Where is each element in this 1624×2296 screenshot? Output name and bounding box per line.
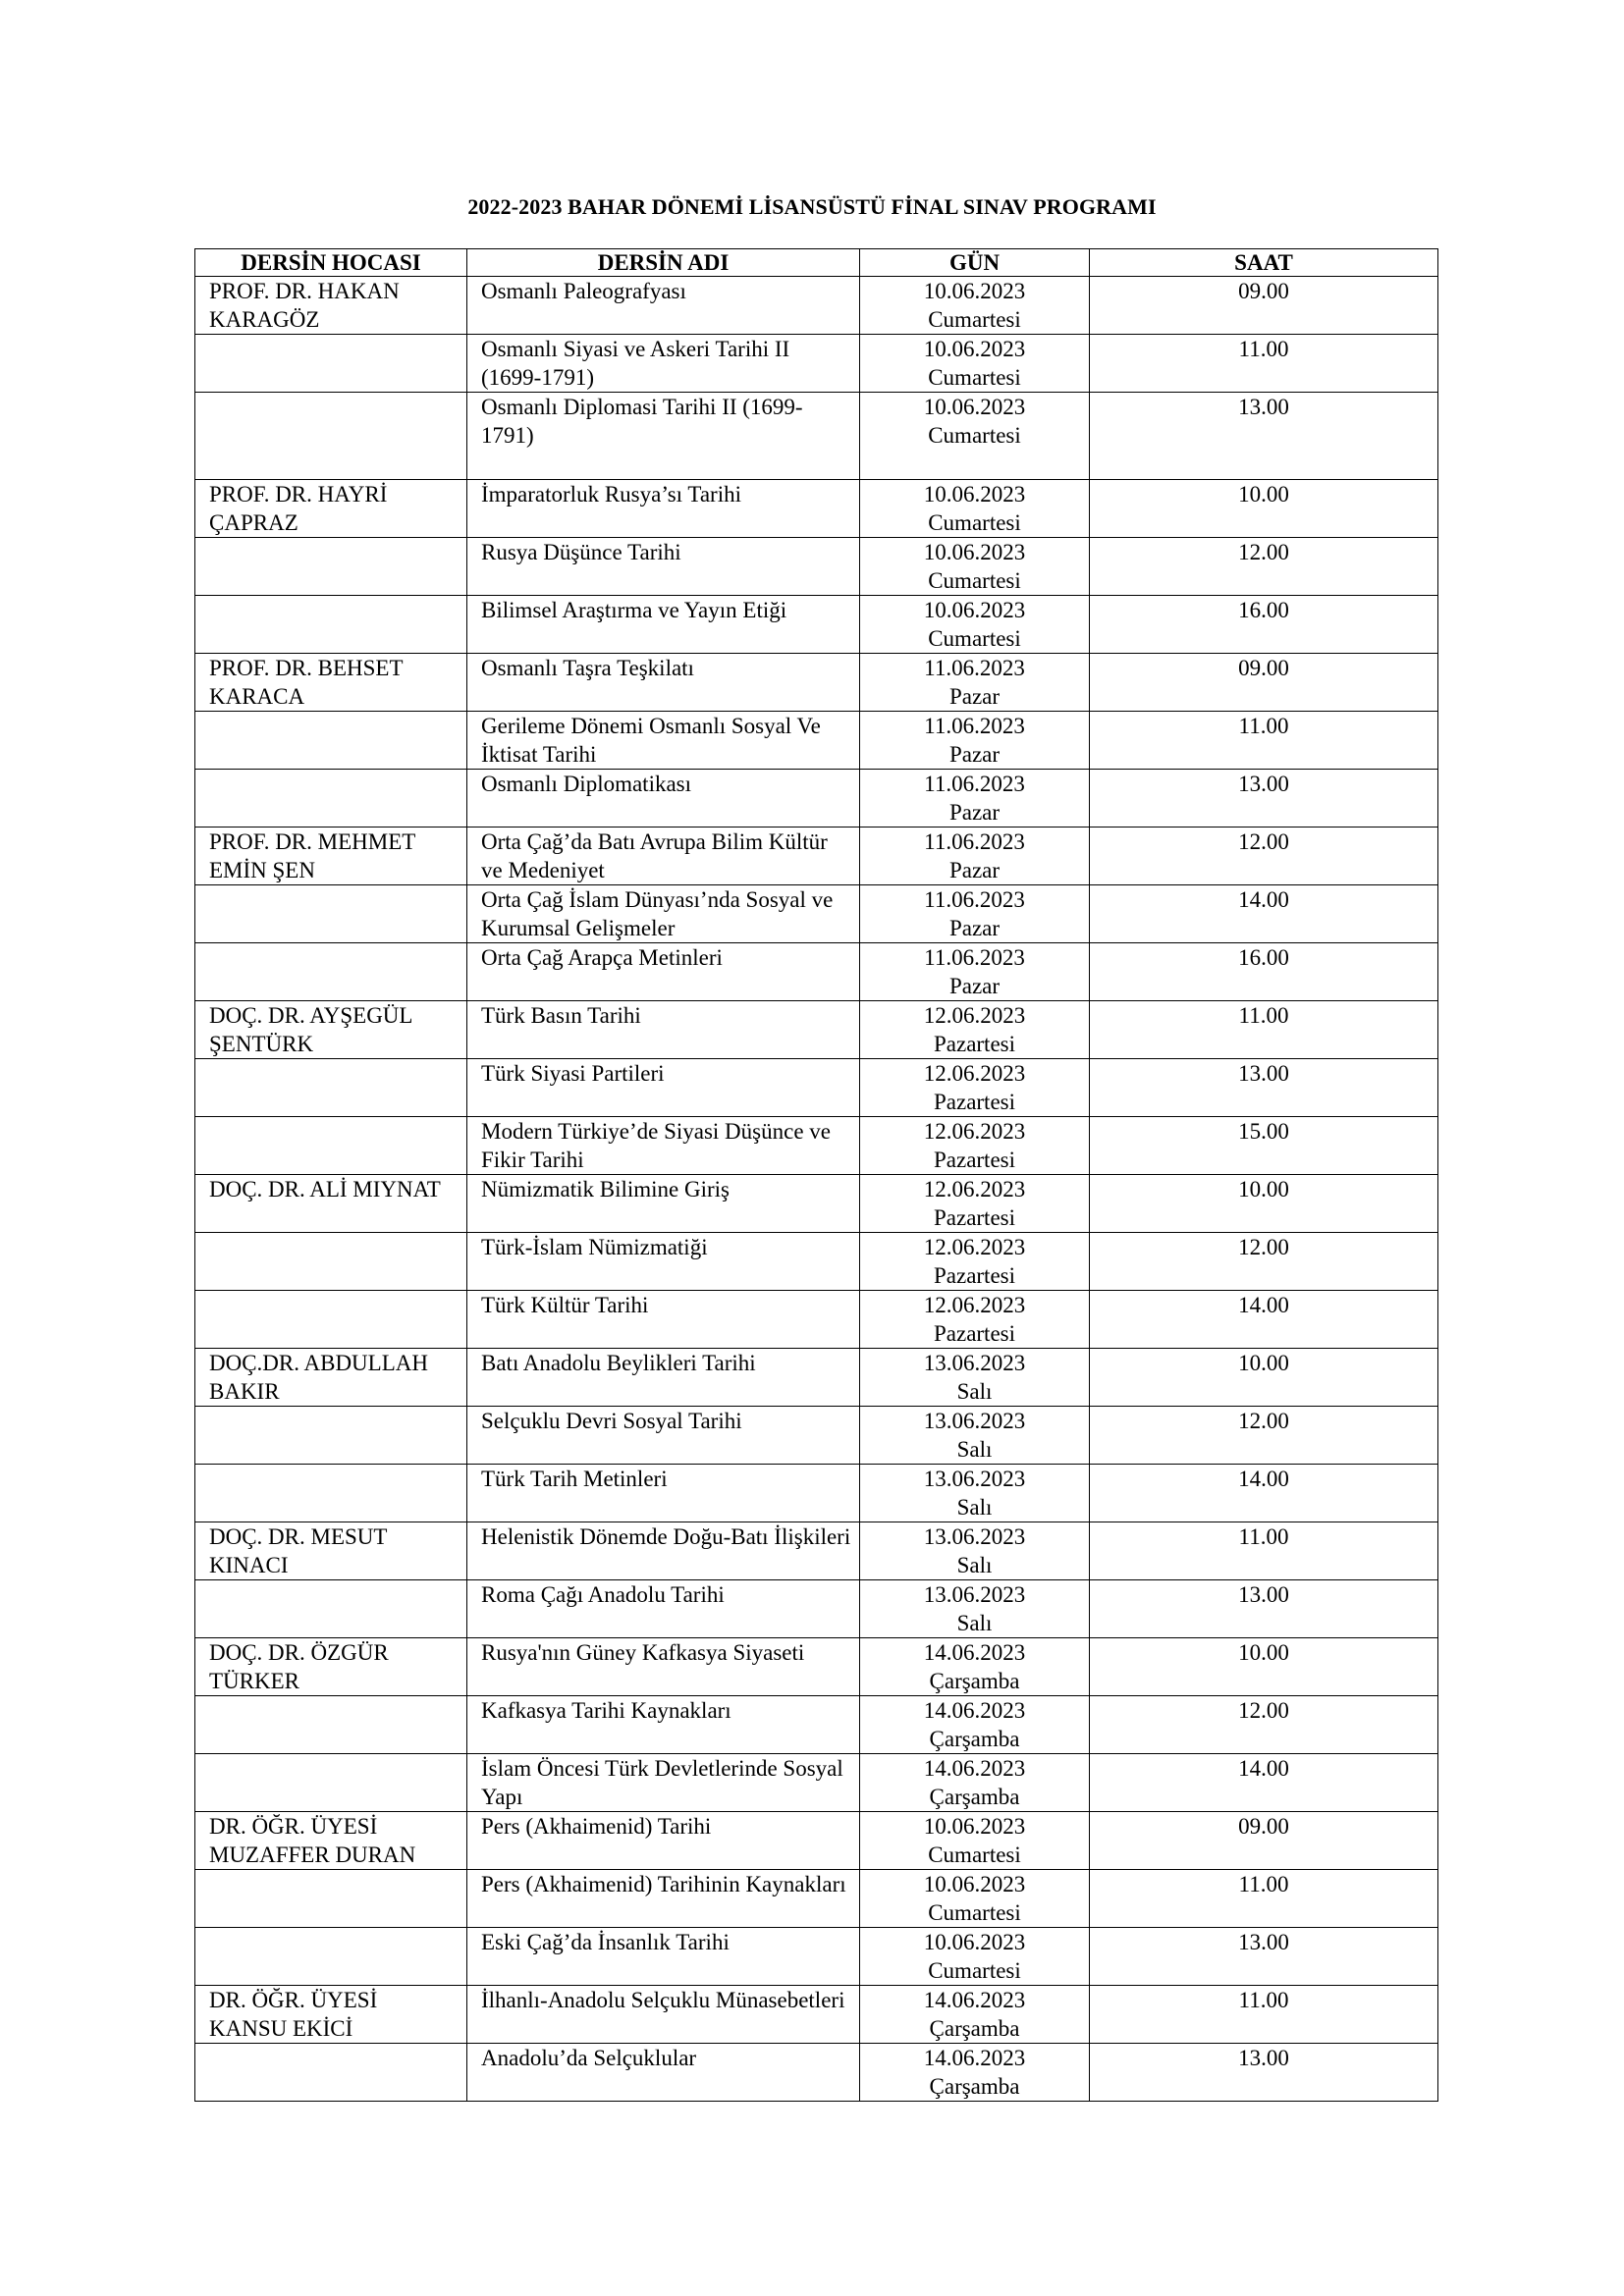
cell-day xyxy=(860,1986,1090,2044)
table-row xyxy=(195,1638,1438,1696)
exam-weekday: Cumartesi xyxy=(928,365,1021,390)
header-day: GÜN xyxy=(860,249,1090,277)
table-row xyxy=(195,1870,1438,1928)
cell-day xyxy=(860,885,1090,943)
cell-time: 12.00 xyxy=(1090,538,1438,596)
table-row xyxy=(195,335,1438,393)
exam-date: 13.06.2023 xyxy=(923,1467,1026,1491)
table-row xyxy=(195,480,1438,538)
cell-teacher xyxy=(195,712,467,770)
cell-time: 12.00 xyxy=(1090,1407,1438,1465)
cell-day xyxy=(860,1465,1090,1522)
exam-date: 12.06.2023 xyxy=(923,1293,1026,1317)
exam-weekday: Çarşamba xyxy=(929,2074,1020,2099)
table-row xyxy=(195,943,1438,1001)
cell-teacher xyxy=(195,1580,467,1638)
cell-day xyxy=(860,538,1090,596)
cell-course: Gerileme Dönemi Osmanlı Sosyal Ve İktisat Tarihi xyxy=(467,712,860,770)
cell-teacher xyxy=(195,885,467,943)
cell-time: 09.00 xyxy=(1090,654,1438,712)
table-row xyxy=(195,1696,1438,1754)
cell-course: Türk-İslam Nümizmatiği xyxy=(467,1233,860,1291)
cell-teacher: DOÇ. DR. MESUT KINACI xyxy=(195,1522,467,1580)
cell-course: Orta Çağ Arapça Metinleri xyxy=(467,943,860,1001)
exam-weekday: Pazar xyxy=(948,684,1001,709)
exam-date: 11.06.2023 xyxy=(924,772,1025,796)
cell-course: Türk Basın Tarihi xyxy=(467,1001,860,1059)
table-row xyxy=(195,654,1438,712)
cell-course: Eski Çağ’da İnsanlık Tarihi xyxy=(467,1928,860,1986)
cell-time: 10.00 xyxy=(1090,1638,1438,1696)
cell-time: 14.00 xyxy=(1090,885,1438,943)
cell-teacher xyxy=(195,1928,467,1986)
cell-day xyxy=(860,1754,1090,1812)
exam-date: 11.06.2023 xyxy=(924,945,1025,970)
cell-time: 14.00 xyxy=(1090,1754,1438,1812)
cell-teacher: PROF. DR. HAYRİ ÇAPRAZ xyxy=(195,480,467,538)
exam-weekday: Cumartesi xyxy=(928,423,1021,448)
cell-teacher xyxy=(195,770,467,828)
cell-course: Pers (Akhaimenid) Tarihinin Kaynakları xyxy=(467,1870,860,1928)
table-row xyxy=(195,538,1438,596)
cell-teacher: DOÇ. DR. ALİ MIYNAT xyxy=(195,1175,467,1233)
table-row xyxy=(195,1117,1438,1175)
exam-date: 10.06.2023 xyxy=(923,279,1026,303)
cell-teacher xyxy=(195,393,467,480)
cell-time: 13.00 xyxy=(1090,770,1438,828)
cell-course: Modern Türkiye’de Siyasi Düşünce ve Fikir Tarihi xyxy=(467,1117,860,1175)
cell-teacher: DR. ÖĞR. ÜYESİ MUZAFFER DURAN xyxy=(195,1812,467,1870)
cell-time: 13.00 xyxy=(1090,1580,1438,1638)
table-row xyxy=(195,1812,1438,1870)
cell-time: 13.00 xyxy=(1090,2044,1438,2102)
cell-time: 10.00 xyxy=(1090,1349,1438,1407)
cell-course: Kafkasya Tarihi Kaynakları xyxy=(467,1696,860,1754)
exam-date: 12.06.2023 xyxy=(923,1235,1026,1259)
exam-date: 10.06.2023 xyxy=(923,337,1026,361)
cell-course: Osmanlı Paleografyası xyxy=(467,277,860,335)
cell-day xyxy=(860,654,1090,712)
cell-day xyxy=(860,770,1090,828)
table-row xyxy=(195,2044,1438,2102)
cell-day xyxy=(860,1001,1090,1059)
cell-time: 11.00 xyxy=(1090,712,1438,770)
cell-teacher xyxy=(195,1870,467,1928)
cell-course: Orta Çağ’da Batı Avrupa Bilim Kültür ve Medeniyet xyxy=(467,828,860,885)
exam-weekday: Pazartesi xyxy=(933,1148,1015,1172)
exam-weekday: Çarşamba xyxy=(929,1669,1020,1693)
cell-day xyxy=(860,1638,1090,1696)
cell-day xyxy=(860,480,1090,538)
cell-course: Bilimsel Araştırma ve Yayın Etiği xyxy=(467,596,860,654)
exam-weekday: Pazartesi xyxy=(933,1263,1015,1288)
cell-course: Türk Tarih Metinleri xyxy=(467,1465,860,1522)
table-row xyxy=(195,1059,1438,1117)
cell-teacher: PROF. DR. HAKAN KARAGÖZ xyxy=(195,277,467,335)
table-row xyxy=(195,596,1438,654)
cell-teacher xyxy=(195,1407,467,1465)
exam-weekday: Pazartesi xyxy=(933,1032,1015,1056)
cell-day xyxy=(860,277,1090,335)
cell-teacher: DR. ÖĞR. ÜYESİ KANSU EKİCİ xyxy=(195,1986,467,2044)
cell-course: Rusya'nın Güney Kafkasya Siyaseti xyxy=(467,1638,860,1696)
cell-time: 13.00 xyxy=(1090,1928,1438,1986)
cell-day xyxy=(860,1522,1090,1580)
cell-time: 11.00 xyxy=(1090,1001,1438,1059)
exam-date: 10.06.2023 xyxy=(923,598,1026,622)
exam-date: 13.06.2023 xyxy=(923,1524,1026,1549)
cell-day xyxy=(860,2044,1090,2102)
exam-date: 14.06.2023 xyxy=(923,1640,1026,1665)
table-row xyxy=(195,1754,1438,1812)
exam-weekday: Pazar xyxy=(948,800,1001,825)
header-course: DERSİN ADI xyxy=(467,249,860,277)
cell-course: İmparatorluk Rusya’sı Tarihi xyxy=(467,480,860,538)
exam-date: 14.06.2023 xyxy=(923,1698,1026,1723)
cell-time: 10.00 xyxy=(1090,480,1438,538)
cell-day xyxy=(860,1059,1090,1117)
table-row xyxy=(195,1233,1438,1291)
table-row xyxy=(195,770,1438,828)
table-header-row xyxy=(195,249,1438,277)
cell-day xyxy=(860,393,1090,480)
exam-schedule-table xyxy=(194,248,1438,2102)
table-row xyxy=(195,828,1438,885)
exam-date: 13.06.2023 xyxy=(923,1582,1026,1607)
exam-date: 12.06.2023 xyxy=(923,1119,1026,1144)
exam-weekday: Cumartesi xyxy=(928,568,1021,593)
exam-date: 11.06.2023 xyxy=(924,829,1025,854)
exam-date: 12.06.2023 xyxy=(923,1177,1026,1201)
cell-day xyxy=(860,1870,1090,1928)
exam-weekday: Pazar xyxy=(948,974,1001,998)
exam-date: 13.06.2023 xyxy=(923,1351,1026,1375)
cell-course: İslam Öncesi Türk Devletlerinde Sosyal Yapı xyxy=(467,1754,860,1812)
exam-weekday: Cumartesi xyxy=(928,626,1021,651)
cell-time: 13.00 xyxy=(1090,393,1438,480)
cell-course: Selçuklu Devri Sosyal Tarihi xyxy=(467,1407,860,1465)
table-row xyxy=(195,1928,1438,1986)
cell-teacher: DOÇ. DR. ÖZGÜR TÜRKER xyxy=(195,1638,467,1696)
exam-weekday: Pazar xyxy=(948,858,1001,882)
table-row xyxy=(195,1986,1438,2044)
cell-teacher: PROF. DR. BEHSET KARACA xyxy=(195,654,467,712)
cell-teacher: DOÇ.DR. ABDULLAH BAKIR xyxy=(195,1349,467,1407)
exam-weekday: Salı xyxy=(956,1611,993,1635)
exam-weekday: Salı xyxy=(956,1379,993,1404)
cell-teacher xyxy=(195,1696,467,1754)
exam-weekday: Cumartesi xyxy=(928,1900,1021,1925)
exam-date: 14.06.2023 xyxy=(923,2046,1026,2070)
cell-teacher xyxy=(195,1291,467,1349)
exam-date: 10.06.2023 xyxy=(923,540,1026,564)
cell-teacher: PROF. DR. MEHMET EMİN ŞEN xyxy=(195,828,467,885)
exam-weekday: Çarşamba xyxy=(929,1727,1020,1751)
cell-course: Türk Siyasi Partileri xyxy=(467,1059,860,1117)
cell-course: Osmanlı Diplomatikası xyxy=(467,770,860,828)
table-row xyxy=(195,712,1438,770)
cell-time: 11.00 xyxy=(1090,335,1438,393)
exam-date: 11.06.2023 xyxy=(924,656,1025,680)
cell-day xyxy=(860,828,1090,885)
header-time: SAAT xyxy=(1090,249,1438,277)
exam-date: 12.06.2023 xyxy=(923,1061,1026,1086)
cell-time: 12.00 xyxy=(1090,828,1438,885)
cell-time: 11.00 xyxy=(1090,1522,1438,1580)
cell-time: 10.00 xyxy=(1090,1175,1438,1233)
cell-course: İlhanlı-Anadolu Selçuklu Münasebetleri xyxy=(467,1986,860,2044)
cell-course: Anadolu’da Selçuklular xyxy=(467,2044,860,2102)
cell-teacher xyxy=(195,1059,467,1117)
cell-time: 12.00 xyxy=(1090,1233,1438,1291)
exam-weekday: Çarşamba xyxy=(929,1785,1020,1809)
exam-date: 10.06.2023 xyxy=(923,1930,1026,1954)
cell-course: Nümizmatik Bilimine Giriş xyxy=(467,1175,860,1233)
cell-course: Osmanlı Taşra Teşkilatı xyxy=(467,654,860,712)
header-teacher: DERSİN HOCASI xyxy=(195,249,467,277)
table-row xyxy=(195,1580,1438,1638)
cell-course: Osmanlı Diplomasi Tarihi II (1699-1791) xyxy=(467,393,860,480)
cell-day xyxy=(860,943,1090,1001)
exam-date: 10.06.2023 xyxy=(923,482,1026,507)
cell-time: 09.00 xyxy=(1090,277,1438,335)
cell-day xyxy=(860,1812,1090,1870)
cell-course: Roma Çağı Anadolu Tarihi xyxy=(467,1580,860,1638)
cell-time: 15.00 xyxy=(1090,1117,1438,1175)
exam-date: 10.06.2023 xyxy=(923,395,1026,419)
table-row xyxy=(195,1465,1438,1522)
cell-time: 13.00 xyxy=(1090,1059,1438,1117)
exam-weekday: Pazartesi xyxy=(933,1205,1015,1230)
exam-date: 14.06.2023 xyxy=(923,1756,1026,1781)
cell-teacher xyxy=(195,335,467,393)
cell-day xyxy=(860,1175,1090,1233)
exam-date: 13.06.2023 xyxy=(923,1409,1026,1433)
table-body xyxy=(195,277,1438,2102)
table-row xyxy=(195,277,1438,335)
cell-day xyxy=(860,1349,1090,1407)
cell-course: Pers (Akhaimenid) Tarihi xyxy=(467,1812,860,1870)
cell-time: 16.00 xyxy=(1090,943,1438,1001)
cell-course: Türk Kültür Tarihi xyxy=(467,1291,860,1349)
cell-course: Rusya Düşünce Tarihi xyxy=(467,538,860,596)
table-row xyxy=(195,393,1438,480)
cell-teacher xyxy=(195,1754,467,1812)
cell-day xyxy=(860,1291,1090,1349)
exam-date: 10.06.2023 xyxy=(923,1872,1026,1896)
exam-weekday: Cumartesi xyxy=(928,1842,1021,1867)
exam-weekday: Salı xyxy=(956,1437,993,1462)
cell-time: 14.00 xyxy=(1090,1465,1438,1522)
cell-course: Osmanlı Siyasi ve Askeri Tarihi II (1699-1791) xyxy=(467,335,860,393)
exam-weekday: Pazartesi xyxy=(933,1321,1015,1346)
table-row xyxy=(195,1175,1438,1233)
exam-date: 10.06.2023 xyxy=(923,1814,1026,1839)
cell-day xyxy=(860,712,1090,770)
cell-day xyxy=(860,1696,1090,1754)
cell-teacher: DOÇ. DR. AYŞEGÜL ŞENTÜRK xyxy=(195,1001,467,1059)
cell-time: 11.00 xyxy=(1090,1986,1438,2044)
cell-day xyxy=(860,1233,1090,1291)
table-row xyxy=(195,1001,1438,1059)
cell-day xyxy=(860,1928,1090,1986)
cell-course: Helenistik Dönemde Doğu-Batı İlişkileri xyxy=(467,1522,860,1580)
exam-weekday: Cumartesi xyxy=(928,307,1021,332)
exam-weekday: Salı xyxy=(956,1553,993,1577)
cell-day xyxy=(860,335,1090,393)
page-title: 2022-2023 BAHAR DÖNEMİ LİSANSÜSTÜ FİNAL SINAV PROGRAMI xyxy=(467,194,1157,219)
cell-course: Orta Çağ İslam Dünyası’nda Sosyal ve Kurumsal Gelişmeler xyxy=(467,885,860,943)
cell-course: Batı Anadolu Beylikleri Tarihi xyxy=(467,1349,860,1407)
cell-day xyxy=(860,1117,1090,1175)
cell-teacher xyxy=(195,943,467,1001)
cell-time: 11.00 xyxy=(1090,1870,1438,1928)
cell-day xyxy=(860,596,1090,654)
exam-weekday: Cumartesi xyxy=(928,1958,1021,1983)
cell-teacher xyxy=(195,2044,467,2102)
table-row xyxy=(195,1407,1438,1465)
exam-weekday: Cumartesi xyxy=(928,510,1021,535)
exam-weekday: Pazartesi xyxy=(933,1090,1015,1114)
cell-teacher xyxy=(195,1233,467,1291)
cell-time: 12.00 xyxy=(1090,1696,1438,1754)
table-row xyxy=(195,885,1438,943)
exam-date: 11.06.2023 xyxy=(924,887,1025,912)
cell-teacher xyxy=(195,596,467,654)
exam-weekday: Pazar xyxy=(948,916,1001,940)
exam-date: 12.06.2023 xyxy=(923,1003,1026,1028)
exam-weekday: Çarşamba xyxy=(929,2016,1020,2041)
table-row xyxy=(195,1349,1438,1407)
exam-date: 14.06.2023 xyxy=(923,1988,1026,2012)
exam-weekday: Pazar xyxy=(948,742,1001,767)
exam-date: 11.06.2023 xyxy=(924,714,1025,738)
table-row xyxy=(195,1522,1438,1580)
table-row xyxy=(195,1291,1438,1349)
cell-time: 14.00 xyxy=(1090,1291,1438,1349)
cell-teacher xyxy=(195,1465,467,1522)
exam-weekday: Salı xyxy=(956,1495,993,1520)
cell-teacher xyxy=(195,1117,467,1175)
cell-day xyxy=(860,1580,1090,1638)
cell-teacher xyxy=(195,538,467,596)
cell-day xyxy=(860,1407,1090,1465)
cell-time: 09.00 xyxy=(1090,1812,1438,1870)
cell-time: 16.00 xyxy=(1090,596,1438,654)
